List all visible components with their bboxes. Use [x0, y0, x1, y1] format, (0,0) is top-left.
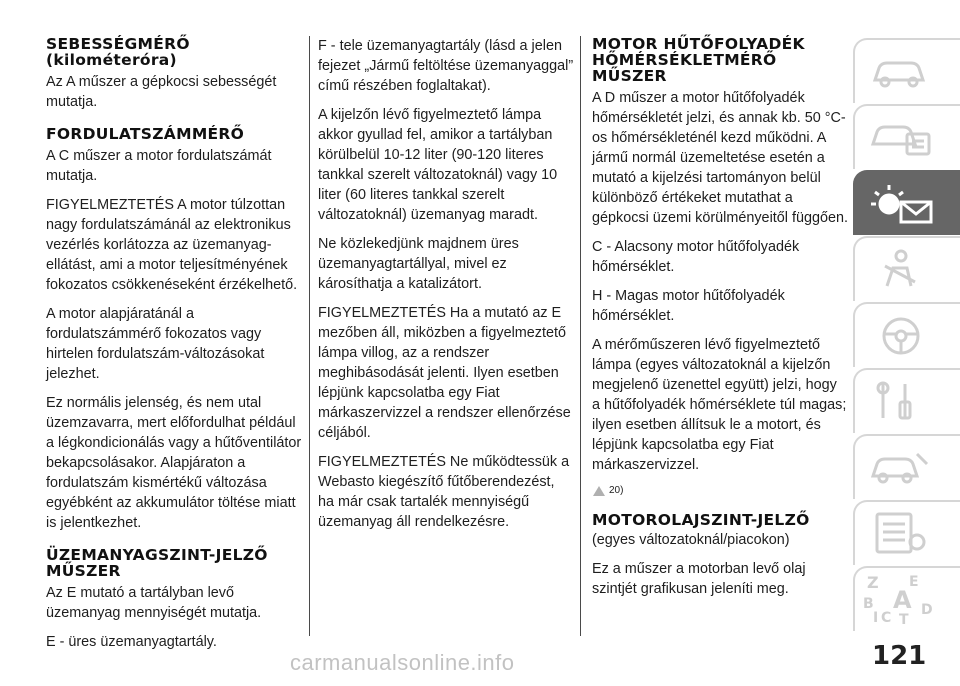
warning-triangle-icon	[592, 485, 606, 497]
nav-tab-technical-data[interactable]	[853, 500, 960, 565]
svg-text:D: D	[921, 602, 933, 618]
svg-text:E: E	[909, 574, 919, 590]
nav-tab-driving[interactable]	[853, 302, 960, 367]
paragraph: A kijelzőn lévő figyelmeztető lámpa akkor gyullad fel, amikor a tartályban körülbelül 10-12 liter (90-120 literes tankkal szerelt változatoknál) vagy 10 liter (60 literes tankkal szerelt változatoknál) üzemanyag maradt.	[318, 107, 558, 223]
paragraph: FIGYELMEZTETÉS Ne működtessük a Webasto kiegészítő fűtőberendezést, ha már csak tartalék mennyiségű üzemanyag áll rendelkezésre.	[318, 454, 570, 530]
nav-tab-car-info[interactable]	[853, 38, 960, 103]
paragraph: A C műszer a motor fordulatszámát mutatja.	[46, 148, 272, 184]
nav-tab-maintenance[interactable]	[853, 434, 960, 499]
oil-level-heading: MOTOROLAJSZINT-JELZŐ	[592, 511, 810, 529]
maintenance-car-icon	[867, 444, 937, 490]
paragraph: A D műszer a motor hűtőfolyadék hőmérsékletét jelzi, és annak kb. 50 °C-os hőmérsékleténél kezd működni. A jármű normál üzemeltetése esetén a mutató a kijelzési tartományon belül különböző értékeket mutathat a gépkocsi üzemi körülményeitől függően.	[592, 90, 848, 226]
column-3	[592, 36, 848, 608]
column-divider-2	[580, 36, 581, 636]
fuel-gauge-heading: ÜZEMANYAGSZINT-JELZŐ MŰSZER	[46, 546, 268, 580]
paragraph: Ne közlekedjünk majdnem üres üzemanyagtartállyal, mivel ez károsíthatja a katalizátort.	[318, 236, 519, 292]
steering-wheel-icon	[867, 312, 937, 358]
tachometer-heading: FORDULATSZÁMMÉRŐ	[46, 125, 245, 143]
column-1	[46, 36, 302, 661]
svg-text:C: C	[881, 610, 892, 626]
svg-text:Z: Z	[867, 573, 879, 592]
svg-text:B: B	[863, 596, 874, 612]
coolant-temperature-heading: MOTOR HŰTŐFOLYADÉK HŐMÉRSÉKLETMÉRŐ MŰSZER	[592, 35, 805, 85]
paragraph: Ez a műszer a motorban levő olaj szintjét grafikusan jeleníti meg.	[592, 561, 806, 597]
car-info-icon	[867, 48, 937, 94]
paragraph: A mérőműszeren lévő figyelmeztető lámpa (egyes változatoknál a kijelzőn megjelenő üzenettel együtt) jelzi, hogy a hűtőfolyadék hőmérséklete túl magas; ilyen esetben állítsuk le a motort, és lépjünk kapcsolatba egy Fiat márkaszervizzel.	[592, 337, 847, 473]
footnote-reference[interactable]: 20)	[592, 484, 848, 498]
dashboard-icon	[867, 114, 937, 160]
paragraph: (egyes változatoknál/piacokon)	[592, 532, 790, 548]
warning-lights-icon	[867, 180, 941, 230]
paragraph: Ez normális jelenség, és nem utal üzemzavarra, mert előfordulhat például a légkondicionálás vagy a hűtőventilátor bekapcsolásakor. Alapjáraton a fordulatszám kismértékű változása egyébként az akkumulátor töltése miatt is jelentkezhet.	[46, 395, 302, 531]
paragraph: E - üres üzemanyagtartály.	[46, 634, 217, 650]
paragraph: FIGYELMEZTETÉS A motor túlzottan nagy fordulatszámánál az elektronikus vezérlés korlátozza az üzemanyag-ellátást, ami a motor teljesítményének fokozatos csökkenéseként érzékelhető.	[46, 197, 298, 293]
watermark: carmanualsonline.info	[290, 650, 515, 675]
page-number: 121	[872, 641, 927, 671]
speedometer-heading: SEBESSÉGMÉRŐ (kilométeróra)	[46, 35, 190, 69]
index-letters-icon	[857, 570, 943, 626]
svg-text:A: A	[893, 586, 912, 614]
nav-tab-index[interactable]	[853, 566, 960, 631]
paragraph: C - Alacsony motor hűtőfolyadék hőmérséklet.	[592, 239, 800, 275]
nav-tab-dashboard[interactable]	[853, 104, 960, 169]
nav-tab-safety[interactable]	[853, 236, 960, 301]
paragraph: H - Magas motor hűtőfolyadék hőmérséklet.	[592, 288, 785, 324]
column-2	[318, 36, 574, 541]
column-divider-1	[309, 36, 310, 636]
paragraph: FIGYELMEZTETÉS Ha a mutató az E mezőben áll, miközben a figyelmeztető lámpa villog, az a rendszer meghibásodását jelenti. Ilyen esetben lépjünk kapcsolatba egy Fiat márkaszervizzel a rendszer ellenőrzése céljából.	[318, 305, 571, 441]
airbag-safety-icon	[867, 246, 937, 292]
nav-tab-emergency[interactable]	[853, 368, 960, 433]
paragraph: Az A műszer a gépkocsi sebességét mutatja.	[46, 74, 277, 110]
svg-text:T: T	[899, 612, 909, 626]
paragraph: F - tele üzemanyagtartály (lásd a jelen fejezet „Jármű feltöltése üzemanyaggal” című részében foglaltakat).	[318, 38, 574, 94]
emergency-tools-icon	[867, 378, 937, 424]
technical-data-icon	[867, 510, 937, 556]
paragraph: A motor alapjáratánál a fordulatszámmérő fokozatos vagy hirtelen fordulatszám-változásokat jelezhet.	[46, 306, 265, 382]
nav-tab-warning-lights[interactable]	[853, 170, 960, 235]
paragraph: Az E mutató a tartályban levő üzemanyag mennyiségét mutatja.	[46, 585, 262, 621]
svg-text:I: I	[873, 610, 879, 626]
